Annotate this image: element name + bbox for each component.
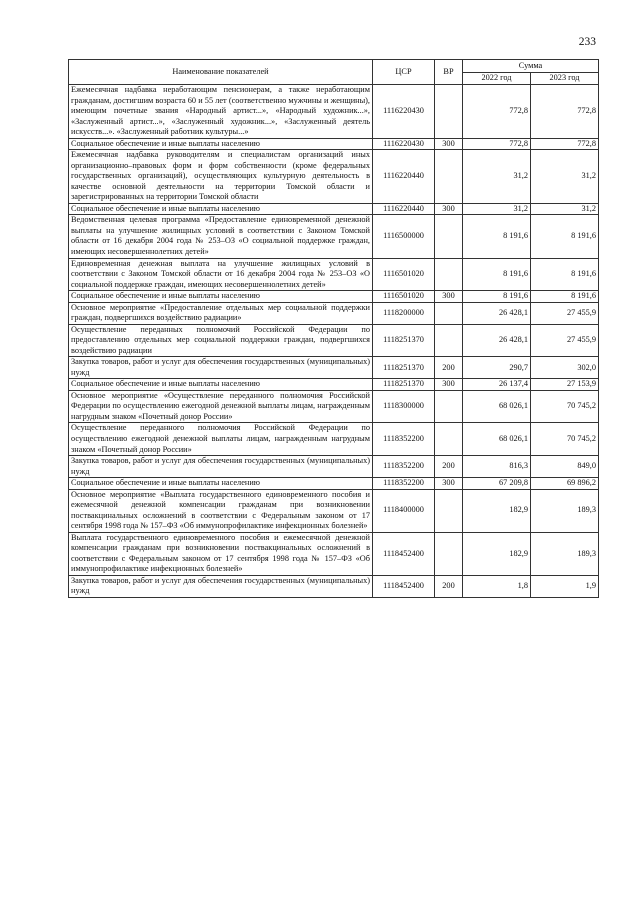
row-sum-2022: 1,8: [463, 575, 531, 597]
row-sum-2023: 69 896,2: [531, 478, 599, 490]
row-sum-2023: 1,9: [531, 575, 599, 597]
row-sum-2023: 70 745,2: [531, 390, 599, 423]
row-sum-2023: 189,3: [531, 532, 599, 575]
row-csr: 1118251370: [373, 324, 435, 357]
row-csr: 1118352200: [373, 456, 435, 478]
table-row: [69, 423, 599, 456]
row-csr: 1116220440: [373, 150, 435, 204]
table-row: [69, 456, 599, 478]
row-sum-2022: 31,2: [463, 150, 531, 204]
row-sum-2022: 772,8: [463, 85, 531, 139]
row-name: Закупка товаров, работ и услуг для обеспечения государственных (муниципальных) нужд: [69, 456, 373, 478]
row-sum-2022: 8 191,6: [463, 291, 531, 303]
row-sum-2023: 27 455,9: [531, 324, 599, 357]
table-row: [69, 478, 599, 490]
row-vr: 300: [435, 203, 463, 215]
row-name: Закупка товаров, работ и услуг для обеспечения государственных (муниципальных) нужд: [69, 357, 373, 379]
row-sum-2023: 772,8: [531, 85, 599, 139]
row-vr: 200: [435, 357, 463, 379]
row-sum-2022: 772,8: [463, 138, 531, 150]
table-row: [69, 85, 599, 139]
header-name: Наименование показателей: [69, 60, 373, 85]
row-csr: 1116220430: [373, 85, 435, 139]
row-sum-2023: 27 455,9: [531, 302, 599, 324]
table-body: [69, 85, 599, 598]
table-row: [69, 150, 599, 204]
row-sum-2023: 302,0: [531, 357, 599, 379]
row-sum-2022: 8 191,6: [463, 215, 531, 258]
row-name: Социальное обеспечение и иные выплаты населению: [69, 478, 373, 490]
row-name: Социальное обеспечение и иные выплаты населению: [69, 138, 373, 150]
row-name: Осуществление переданных полномочий Российской Федерации по предоставлению отдельных мер социальной поддержки граждан, подвергшихся воздействию радиации: [69, 324, 373, 357]
row-sum-2023: 849,0: [531, 456, 599, 478]
row-name: Единовременная денежная выплата на улучшение жилищных условий в соответствии с Законом Томской области от 16 декабря 2004 года № 253–ОЗ «О социальной поддержке граждан, имеющих несовершеннолетних детей»: [69, 258, 373, 291]
row-vr: [435, 150, 463, 204]
row-csr: 1118200000: [373, 302, 435, 324]
row-vr: 300: [435, 138, 463, 150]
row-vr: 300: [435, 478, 463, 490]
row-vr: 200: [435, 575, 463, 597]
row-name: Выплата государственного единовременного пособия и ежемесячной денежной компенсации гражданам при возникновении поствакцинальных осложнений в соответствии с Федеральным законом от 17 сентября 1998 года № 157–ФЗ «Об иммунопрофилактике инфекционных болезней»: [69, 532, 373, 575]
row-name: Закупка товаров, работ и услуг для обеспечения государственных (муниципальных) нужд: [69, 575, 373, 597]
row-vr: [435, 390, 463, 423]
row-sum-2022: 26 137,4: [463, 379, 531, 391]
row-sum-2022: 26 428,1: [463, 302, 531, 324]
table-row: [69, 138, 599, 150]
row-csr: 1116500000: [373, 215, 435, 258]
table-header: [69, 60, 599, 85]
row-sum-2022: 182,9: [463, 489, 531, 532]
page-number: 233: [578, 36, 596, 48]
row-csr: 1118352200: [373, 423, 435, 456]
row-name: Ежемесячная надбавка неработающим пенсионерам, а также неработающим гражданам, достигшим возраста 60 и 55 лет (соответственно мужчины и женщины), имеющим почетные звания «Народный артист...», «Народный художник...», «Заслуженный артист...», «Заслуженный художник...», «Заслуженный деятель искусств...». «Заслуженный работник культуры...»: [69, 85, 373, 139]
row-sum-2022: 67 209,8: [463, 478, 531, 490]
row-name: Основное мероприятие «Осуществление переданного полномочия Российской Федерации по осуществлению ежегодной денежной выплаты лицам, награжденным нагрудным знаком «Почетный донор России»: [69, 390, 373, 423]
row-sum-2023: 70 745,2: [531, 423, 599, 456]
row-sum-2022: 68 026,1: [463, 390, 531, 423]
table-row: [69, 489, 599, 532]
row-sum-2022: 68 026,1: [463, 423, 531, 456]
row-vr: [435, 324, 463, 357]
row-name: Ведомственная целевая программа «Предоставление единовременной денежной выплаты на улучшение жилищных условий в соответствии с Законом Томской области от 16 декабря 2004 года № 253–ОЗ «О социальной поддержке граждан, имеющих несовершеннолетних детей»: [69, 215, 373, 258]
row-csr: 1116220440: [373, 203, 435, 215]
row-csr: 1118352200: [373, 478, 435, 490]
header-vr: ВР: [435, 60, 463, 85]
row-vr: [435, 215, 463, 258]
row-name: Социальное обеспечение и иные выплаты населению: [69, 203, 373, 215]
row-sum-2023: 31,2: [531, 203, 599, 215]
row-sum-2022: 290,7: [463, 357, 531, 379]
header-year-2023: 2023 год: [531, 73, 599, 85]
row-csr: 1118452400: [373, 575, 435, 597]
row-csr: 1118251370: [373, 357, 435, 379]
row-vr: [435, 258, 463, 291]
table-row: [69, 379, 599, 391]
header-sum: Сумма: [463, 60, 599, 73]
table-row: [69, 390, 599, 423]
row-name: Осуществление переданного полномочия Российской Федерации по осуществлению ежегодной денежной выплаты лицам, награжденным нагрудным знаком «Почетный донор России»: [69, 423, 373, 456]
row-sum-2022: 31,2: [463, 203, 531, 215]
row-vr: 300: [435, 379, 463, 391]
row-vr: 300: [435, 291, 463, 303]
row-csr: 1116501020: [373, 291, 435, 303]
row-csr: 1116220430: [373, 138, 435, 150]
row-vr: 200: [435, 456, 463, 478]
table-row: [69, 215, 599, 258]
row-sum-2023: 31,2: [531, 150, 599, 204]
row-vr: [435, 423, 463, 456]
row-sum-2023: 8 191,6: [531, 291, 599, 303]
row-csr: 1118300000: [373, 390, 435, 423]
row-sum-2022: 26 428,1: [463, 324, 531, 357]
row-vr: [435, 489, 463, 532]
row-name: Социальное обеспечение и иные выплаты населению: [69, 291, 373, 303]
row-vr: [435, 85, 463, 139]
row-sum-2023: 189,3: [531, 489, 599, 532]
row-name: Ежемесячная надбавка руководителям и специалистам организаций иных организационно–правовых форм и форм собственности (кроме федеральных государственных организаций), осуществляющих культурную деятельность в качестве основной деятельности на территории Томской области и зарегистрированных на территории Томской области: [69, 150, 373, 204]
table-row: [69, 575, 599, 597]
row-vr: [435, 532, 463, 575]
table-row: [69, 532, 599, 575]
row-name: Социальное обеспечение и иные выплаты населению: [69, 379, 373, 391]
row-sum-2023: 27 153,9: [531, 379, 599, 391]
row-csr: 1118452400: [373, 532, 435, 575]
table-row: [69, 324, 599, 357]
row-sum-2022: 816,3: [463, 456, 531, 478]
table-row: [69, 291, 599, 303]
row-name: Основное мероприятие «Предоставление отдельных мер социальной поддержки граждан, подвергшихся воздействию радиации»: [69, 302, 373, 324]
row-csr: 1116501020: [373, 258, 435, 291]
row-csr: 1118251370: [373, 379, 435, 391]
row-sum-2023: 8 191,6: [531, 258, 599, 291]
table-row: [69, 302, 599, 324]
budget-table: [68, 59, 599, 598]
row-sum-2022: 182,9: [463, 532, 531, 575]
row-sum-2023: 772,8: [531, 138, 599, 150]
header-csr: ЦСР: [373, 60, 435, 85]
table-row: [69, 203, 599, 215]
row-csr: 1118400000: [373, 489, 435, 532]
table-row: [69, 258, 599, 291]
row-vr: [435, 302, 463, 324]
row-sum-2023: 8 191,6: [531, 215, 599, 258]
table-row: [69, 357, 599, 379]
header-year-2022: 2022 год: [463, 73, 531, 85]
row-sum-2022: 8 191,6: [463, 258, 531, 291]
row-name: Основное мероприятие «Выплата государственного единовременного пособия и ежемесячной денежной компенсации гражданам при возникновении поствакцинальных осложнений в соответствии с Федеральным законом от 17 сентября 1998 года № 157–ФЗ «Об иммунопрофилактике инфекционных болезней»: [69, 489, 373, 532]
